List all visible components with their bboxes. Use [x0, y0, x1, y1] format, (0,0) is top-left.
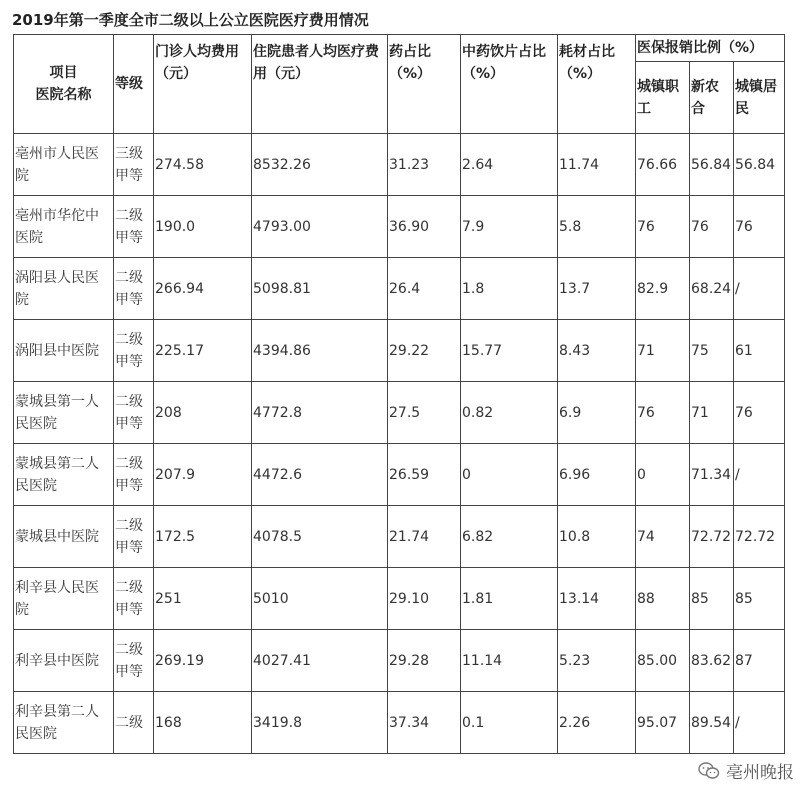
header-urban-resident: 城镇居民 — [734, 62, 785, 134]
cell-rural: 89.54 — [690, 692, 734, 754]
cell-rural: 72.72 — [690, 506, 734, 568]
cell-drug: 26.59 — [388, 444, 461, 506]
header-consumables-ratio: 耗材占比（%） — [558, 35, 636, 134]
cell-consumables: 6.9 — [558, 382, 636, 444]
cell-drug: 27.5 — [388, 382, 461, 444]
cell-urban-employee: 88 — [636, 568, 690, 630]
cell-grade: 三级甲等 — [114, 134, 154, 196]
cell-urban-employee: 76 — [636, 382, 690, 444]
cell-outpatient: 190.0 — [154, 196, 252, 258]
cell-grade: 二级甲等 — [114, 444, 154, 506]
cell-consumables: 5.8 — [558, 196, 636, 258]
header-rural-coop: 新农合 — [690, 62, 734, 134]
cell-drug: 31.23 — [388, 134, 461, 196]
cell-drug: 29.28 — [388, 630, 461, 692]
cell-inpatient: 5010 — [252, 568, 388, 630]
cell-consumables: 13.7 — [558, 258, 636, 320]
cell-inpatient: 4772.8 — [252, 382, 388, 444]
cell-urban-resident: 76 — [734, 196, 785, 258]
cell-drug: 29.22 — [388, 320, 461, 382]
cell-urban-resident: 87 — [734, 630, 785, 692]
cell-grade: 二级甲等 — [114, 630, 154, 692]
table-row — [14, 258, 785, 320]
cell-drug: 29.10 — [388, 568, 461, 630]
cell-inpatient: 5098.81 — [252, 258, 388, 320]
cell-consumables: 5.23 — [558, 630, 636, 692]
cell-urban-resident: / — [734, 444, 785, 506]
header-inpatient: 住院患者人均医疗费用（元） — [252, 35, 388, 134]
cell-name: 涡阳县人民医院 — [14, 258, 114, 320]
cell-outpatient: 208 — [154, 382, 252, 444]
cell-rural: 83.62 — [690, 630, 734, 692]
fee-table — [13, 34, 785, 754]
cell-rural: 76 — [690, 196, 734, 258]
cell-inpatient: 4394.86 — [252, 320, 388, 382]
table-row — [14, 134, 785, 196]
cell-urban-resident: 61 — [734, 320, 785, 382]
cell-urban-resident: / — [734, 258, 785, 320]
cell-herbal: 1.8 — [461, 258, 558, 320]
cell-consumables: 2.26 — [558, 692, 636, 754]
cell-inpatient: 8532.26 — [252, 134, 388, 196]
table-row — [14, 630, 785, 692]
cell-urban-employee: 71 — [636, 320, 690, 382]
cell-drug: 37.34 — [388, 692, 461, 754]
cell-drug: 26.4 — [388, 258, 461, 320]
cell-outpatient: 168 — [154, 692, 252, 754]
cell-rural: 71.34 — [690, 444, 734, 506]
table-row — [14, 568, 785, 630]
header-urban-employee: 城镇职工 — [636, 62, 690, 134]
cell-urban-employee: 76.66 — [636, 134, 690, 196]
cell-herbal: 0.82 — [461, 382, 558, 444]
cell-urban-employee: 74 — [636, 506, 690, 568]
cell-drug: 36.90 — [388, 196, 461, 258]
cell-grade: 二级甲等 — [114, 382, 154, 444]
header-project: 项目 医院名称 — [14, 35, 114, 134]
cell-name: 亳州市华佗中医院 — [14, 196, 114, 258]
cell-urban-resident: 76 — [734, 382, 785, 444]
cell-name: 利辛县人民医院 — [14, 568, 114, 630]
cell-grade: 二级甲等 — [114, 258, 154, 320]
cell-inpatient: 3419.8 — [252, 692, 388, 754]
cell-inpatient: 4793.00 — [252, 196, 388, 258]
cell-outpatient: 207.9 — [154, 444, 252, 506]
cell-herbal: 11.14 — [461, 630, 558, 692]
watermark — [698, 758, 794, 783]
table-row — [14, 196, 785, 258]
cell-consumables: 11.74 — [558, 134, 636, 196]
cell-urban-employee: 85.00 — [636, 630, 690, 692]
cell-grade: 二级甲等 — [114, 568, 154, 630]
cell-name: 利辛县第二人民医院 — [14, 692, 114, 754]
watermark-text: 亳州晚报 — [726, 763, 794, 783]
cell-grade: 二级甲等 — [114, 506, 154, 568]
cell-name: 利辛县中医院 — [14, 630, 114, 692]
cell-outpatient: 274.58 — [154, 134, 252, 196]
cell-herbal: 7.9 — [461, 196, 558, 258]
cell-inpatient: 4078.5 — [252, 506, 388, 568]
cell-urban-employee: 95.07 — [636, 692, 690, 754]
wechat-icon — [698, 762, 720, 780]
cell-name: 涡阳县中医院 — [14, 320, 114, 382]
table-row — [14, 382, 785, 444]
cell-urban-employee: 82.9 — [636, 258, 690, 320]
cell-outpatient: 266.94 — [154, 258, 252, 320]
header-insurance: 医保报销比例（%） — [636, 35, 785, 62]
cell-consumables: 13.14 — [558, 568, 636, 630]
cell-urban-resident: 72.72 — [734, 506, 785, 568]
cell-urban-resident: 85 — [734, 568, 785, 630]
cell-grade: 二级 — [114, 692, 154, 754]
cell-outpatient: 172.5 — [154, 506, 252, 568]
cell-inpatient: 4027.41 — [252, 630, 388, 692]
cell-consumables: 6.96 — [558, 444, 636, 506]
cell-rural: 68.24 — [690, 258, 734, 320]
cell-urban-resident: 56.84 — [734, 134, 785, 196]
table-row — [14, 506, 785, 568]
cell-outpatient: 251 — [154, 568, 252, 630]
cell-inpatient: 4472.6 — [252, 444, 388, 506]
cell-name: 蒙城县中医院 — [14, 506, 114, 568]
cell-rural: 85 — [690, 568, 734, 630]
cell-herbal: 0 — [461, 444, 558, 506]
cell-name: 蒙城县第二人民医院 — [14, 444, 114, 506]
cell-outpatient: 225.17 — [154, 320, 252, 382]
cell-urban-resident: / — [734, 692, 785, 754]
cell-herbal: 6.82 — [461, 506, 558, 568]
cell-urban-employee: 0 — [636, 444, 690, 506]
header-drug-ratio: 药占比（%） — [388, 35, 461, 134]
header-herbal-ratio: 中药饮片占比（%） — [461, 35, 558, 134]
cell-urban-employee: 76 — [636, 196, 690, 258]
cell-herbal: 0.1 — [461, 692, 558, 754]
cell-outpatient: 269.19 — [154, 630, 252, 692]
cell-grade: 二级甲等 — [114, 320, 154, 382]
cell-name: 亳州市人民医院 — [14, 134, 114, 196]
table-row — [14, 444, 785, 506]
table-row — [14, 692, 785, 754]
cell-rural: 75 — [690, 320, 734, 382]
cell-herbal: 15.77 — [461, 320, 558, 382]
table-row — [14, 320, 785, 382]
cell-consumables: 10.8 — [558, 506, 636, 568]
cell-name: 蒙城县第一人民医院 — [14, 382, 114, 444]
header-outpatient: 门诊人均费用（元） — [154, 35, 252, 134]
page-title: 2019年第一季度全市二级以上公立医院医疗费用情况 — [12, 11, 369, 29]
cell-herbal: 1.81 — [461, 568, 558, 630]
cell-grade: 二级甲等 — [114, 196, 154, 258]
cell-herbal: 2.64 — [461, 134, 558, 196]
cell-rural: 71 — [690, 382, 734, 444]
cell-rural: 56.84 — [690, 134, 734, 196]
header-grade: 等级 — [114, 35, 154, 134]
table-body — [14, 134, 785, 754]
cell-drug: 21.74 — [388, 506, 461, 568]
cell-consumables: 8.43 — [558, 320, 636, 382]
